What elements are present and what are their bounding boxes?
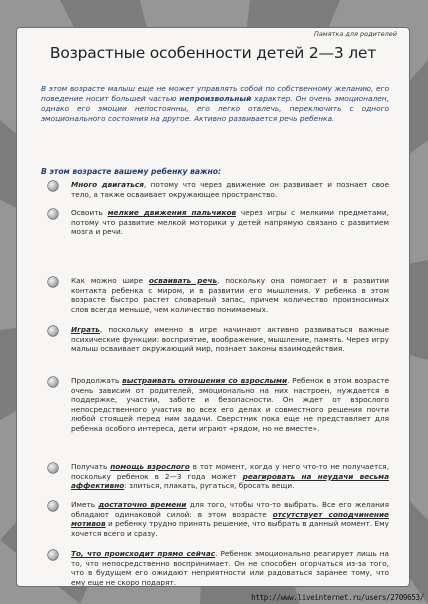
item-body: через игры с мелкими предметами, потому что развитие мелкой моторики у детей напрямую связано с развитием мозга и речи.: [71, 208, 389, 237]
item-body: , потому что через движение он развивает и познает свое тело, а также осваивает окружающее пространство.: [71, 180, 389, 199]
item-pre: Иметь: [71, 500, 99, 509]
item-emphasis: достаточно времени: [98, 500, 187, 509]
bullet-icon: [48, 501, 58, 511]
item-body-2: : злиться, плакать, ругаться, бросать вещи.: [124, 481, 295, 491]
item-emphasis: Играть: [71, 325, 100, 334]
item-body: для того, чтобы что-то выбрать. Все его желания обладают одинаковой силой: в этом возрасте: [71, 500, 389, 519]
item-body: , поскольку именно в игре начинают активно развиваться важные психические функции: восприятие, воображение, мышление, память. Через игру малыш осваивает окружающий мир, познает законы взаимодействия.: [71, 325, 389, 354]
section-heading: В этом возрасте вашему ребенку важно:: [41, 167, 222, 176]
item-body: , поскольку она помогает и в развитии контакта ребенка с миром, и в развитии его мышления. У ребенка в этом возрасте быстро растет словарный запас, причем количество произносимых слов всегда меньше, чем количество понимаемых.: [71, 276, 389, 314]
intro-bold-term: непроизвольный: [179, 93, 252, 103]
item-emphasis: То, что происходит прямо сейчас: [71, 549, 216, 558]
item-pre: Как можно шире: [71, 276, 149, 285]
list-item-text: [71, 208, 389, 237]
bullet-icon: [48, 377, 58, 387]
item-emphasis: помощь взрослого: [110, 462, 190, 471]
item-emphasis: мелкие движения пальчиков: [107, 208, 237, 217]
item-body: . Ребенок в этом возрасте очень зависим от родителей, эмоционально на них настроен, нуждается в поддержке, участии, заботе и безопасности. Он ждет от взрослого непосредственного участия во всех его делах и совместного решения почти любой стоящей перед ним задачи. Сверстник пока еще не представляет для ребенка особого интереса, дети играют «рядом, но не вместе».: [71, 376, 389, 433]
list-item-text: [71, 276, 389, 314]
list-item-text: [71, 376, 389, 434]
item-body-2: и ребенку трудно принять решение, что выбрать в данный момент. Ему хочется всего и сразу.: [71, 519, 389, 538]
bullet-icon: [48, 463, 58, 473]
intro-text-end: характер. Он очень эмоционален, однако его эмоции непостоянны, его легко отвлечь, переключить с одного эмоционального состояния на другое. Активно развивается речь ребенка.: [41, 93, 389, 123]
item-emphasis: выстраивать отношения со взрослыми: [122, 376, 288, 385]
bullet-icon: [48, 209, 58, 219]
list-item-text: [71, 549, 389, 586]
item-emphasis-2: реагировать на неудачи весьма аффективно: [71, 471, 389, 491]
item-emphasis-2: отсутствует соподчинение мотивов: [71, 509, 389, 529]
list-item-text: [71, 462, 389, 491]
bullet-icon: [48, 277, 58, 287]
item-pre: Продолжать: [71, 376, 123, 385]
header-note: Памятка для родителей: [313, 30, 397, 38]
item-emphasis: Много двигаться: [71, 180, 144, 189]
item-body: в тот момент, когда у него что-то не получается, поскольку ребенок в 2—3 года может: [71, 462, 389, 481]
bullet-icon: [48, 550, 58, 560]
list-item-text: [71, 325, 389, 354]
leaflet-sheet: [17, 28, 409, 586]
item-pre: Освоить: [71, 208, 108, 217]
item-body: . Ребенок эмоционально реагирует лишь на то, что непосредственно воспринимает. Он не способен огорчаться из-за того, что в будущем его ожидают неприятности или радоваться заранее тому, что ему еще не скоро подарят.: [71, 549, 390, 586]
list-item-text: [71, 500, 389, 538]
bullet-icon: [48, 181, 58, 191]
bullet-icon: [48, 326, 58, 336]
list-item-text: [71, 180, 389, 199]
page-title: Возрастные особенности детей 2—3 лет: [49, 44, 377, 62]
source-url: http://www.liveinternet.ru/users/2709653/: [251, 593, 424, 602]
item-emphasis: осваивать речь: [148, 276, 218, 285]
intro-paragraph: [41, 84, 389, 124]
intro-text: В этом возрасте малыш еще не может управлять собой по собственному желанию, его поведение носит большей частью: [41, 84, 389, 103]
item-pre: Получать: [71, 462, 111, 471]
